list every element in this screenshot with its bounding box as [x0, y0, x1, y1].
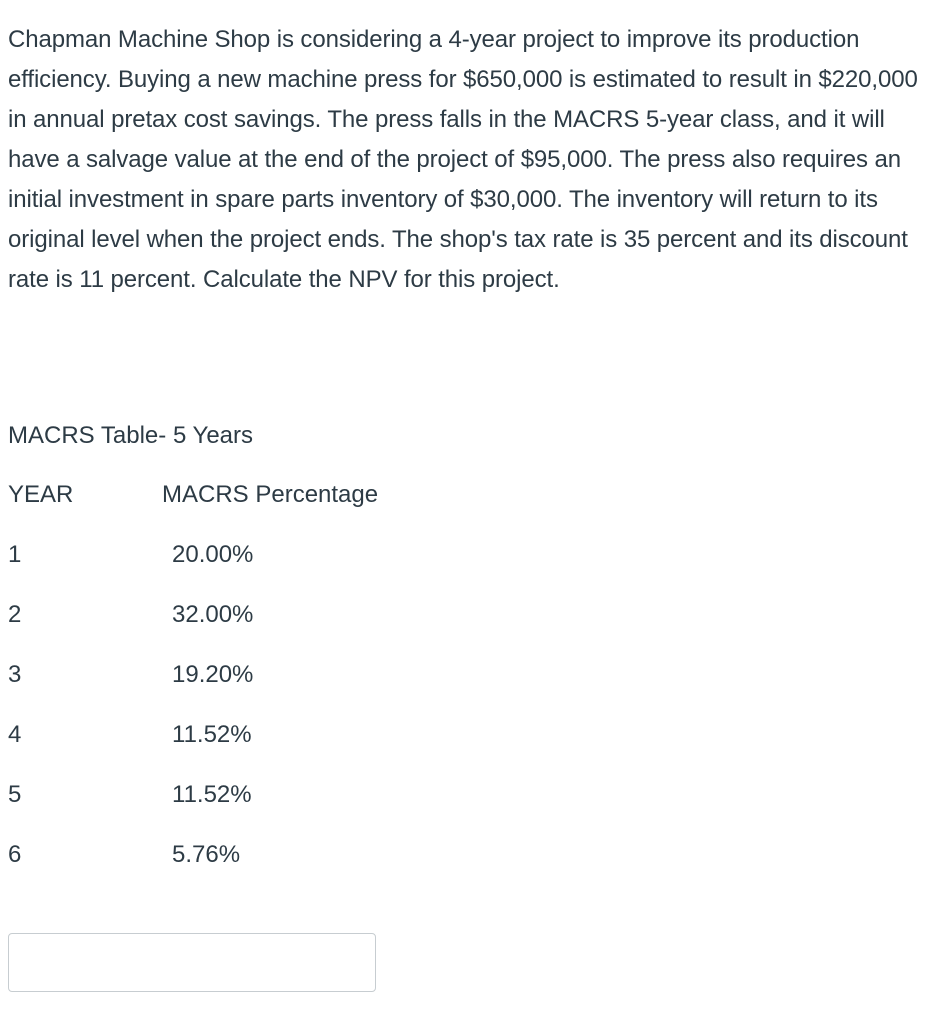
table-row: [0, 597, 600, 633]
percentage-cell: 11.52%: [172, 721, 252, 748]
percentage-cell: 11.52%: [172, 781, 252, 808]
table-row: [0, 717, 600, 753]
table-row: [0, 537, 600, 573]
year-cell: 4: [8, 721, 22, 748]
table-row: [0, 657, 600, 693]
year-cell: 3: [8, 661, 22, 688]
percentage-cell: 32.00%: [172, 601, 254, 628]
column-header-macrs-percentage: MACRS Percentage: [162, 481, 379, 508]
table-row: [0, 777, 600, 813]
table-row: [0, 837, 600, 873]
macrs-table-title: MACRS Table- 5 Years: [8, 422, 254, 449]
column-header-year: YEAR: [8, 481, 74, 508]
question-text: Chapman Machine Shop is considering a 4-year project to improve its production efficiency. Buying a new machine press for $650,000 is estimated to result in $220,000 in annual pretax cost savings. The press falls in the MACRS 5-year class, and it will have a salvage value at the end of the project of $95,000. The press also requires an initial investment in spare parts inventory of $30,000. The inventory will return to its original level when the project ends. The shop's tax rate is 35 percent and its discount rate is 11 percent. Calculate the NPV for this project.: [8, 26, 918, 293]
year-cell: 6: [8, 841, 22, 868]
answer-input[interactable]: [8, 933, 376, 992]
year-cell: 2: [8, 601, 22, 628]
percentage-cell: 19.20%: [172, 661, 254, 688]
year-cell: 5: [8, 781, 22, 808]
year-cell: 1: [8, 541, 22, 568]
percentage-cell: 20.00%: [172, 541, 254, 568]
percentage-cell: 5.76%: [172, 841, 241, 868]
